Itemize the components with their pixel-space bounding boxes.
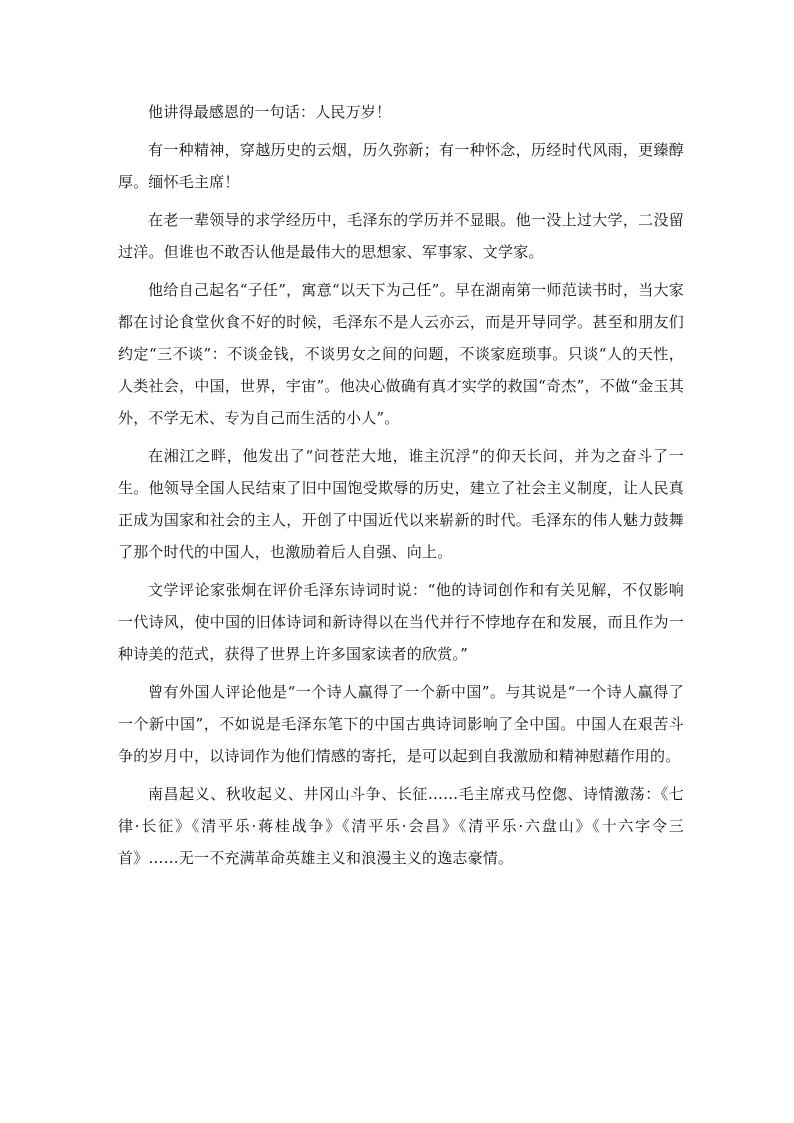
paragraph: 在湘江之畔，他发出了“问苍茫大地，谁主沉浮”的仰天长问，并为之奋斗了一生。他领导全国人民结束了旧中国饱受欺辱的历史，建立了社会主义制度，让人民真正成为国家和社会的主人，开创了中国近代以来崭新的时代。毛泽东的伟人魅力鼓舞了那个时代的中国人，也激励着后人自强、向上。: [118, 447, 684, 561]
paragraph: 有一种精神，穿越历史的云烟，历久弥新；有一种怀念，历经时代风雨，更臻醇厚。缅怀毛主席！: [118, 141, 684, 191]
document-body: [118, 96, 684, 880]
paragraph: 在老一辈领导的求学经历中，毛泽东的学历并不显眼。他一没上过大学，二没留过洋。但谁也不敢否认他是最伟大的思想家、军事家、文学家。: [118, 211, 684, 261]
paragraph: 他讲得最感恩的一句话：人民万岁！: [148, 103, 392, 121]
paragraph: 他给自己起名“子任”，寓意“以天下为己任”。早在湖南第一师范读书时，当大家都在讨论食堂伙食不好的时候，毛泽东不是人云亦云，而是开导同学。甚至和朋友们约定“三不谈”：不谈金钱，不谈男女之间的问题，不谈家庭琐事。只谈“人的天性，人类社会，中国，世界，宇宙”。他决心做确有真才实学的救国“奇杰”，不做“金玉其外，不学无术、专为自己而生活的小人”。: [118, 281, 684, 427]
paragraph: 曾有外国人评论他是“一个诗人赢得了一个新中国”。与其说是“一个诗人赢得了一个新中国”，不如说是毛泽东笔下的中国古典诗词影响了全中国。中国人在艰苦斗争的岁月中，以诗词作为他们情感的寄托，是可以起到自我激励和精神慰藉作用的。: [118, 683, 684, 765]
paragraph: 南昌起义、秋收起义、井冈山斗争、长征……毛主席戎马倥偬、诗情激荡：《七律·长征》《清平乐·蒋桂战争》《清平乐·会昌》《清平乐·六盘山》《十六字令三首》……无一不充满革命英雄主义和浪漫主义的逸志豪情。: [118, 785, 684, 867]
paragraph: 文学评论家张炯在评价毛泽东诗词时说：“他的诗词创作和有关见解，不仅影响一代诗风，使中国的旧体诗词和新诗得以在当代并行不悖地存在和发展，而且作为一种诗美的范式，获得了世界上许多国家读者的欣赏。”: [118, 581, 684, 663]
